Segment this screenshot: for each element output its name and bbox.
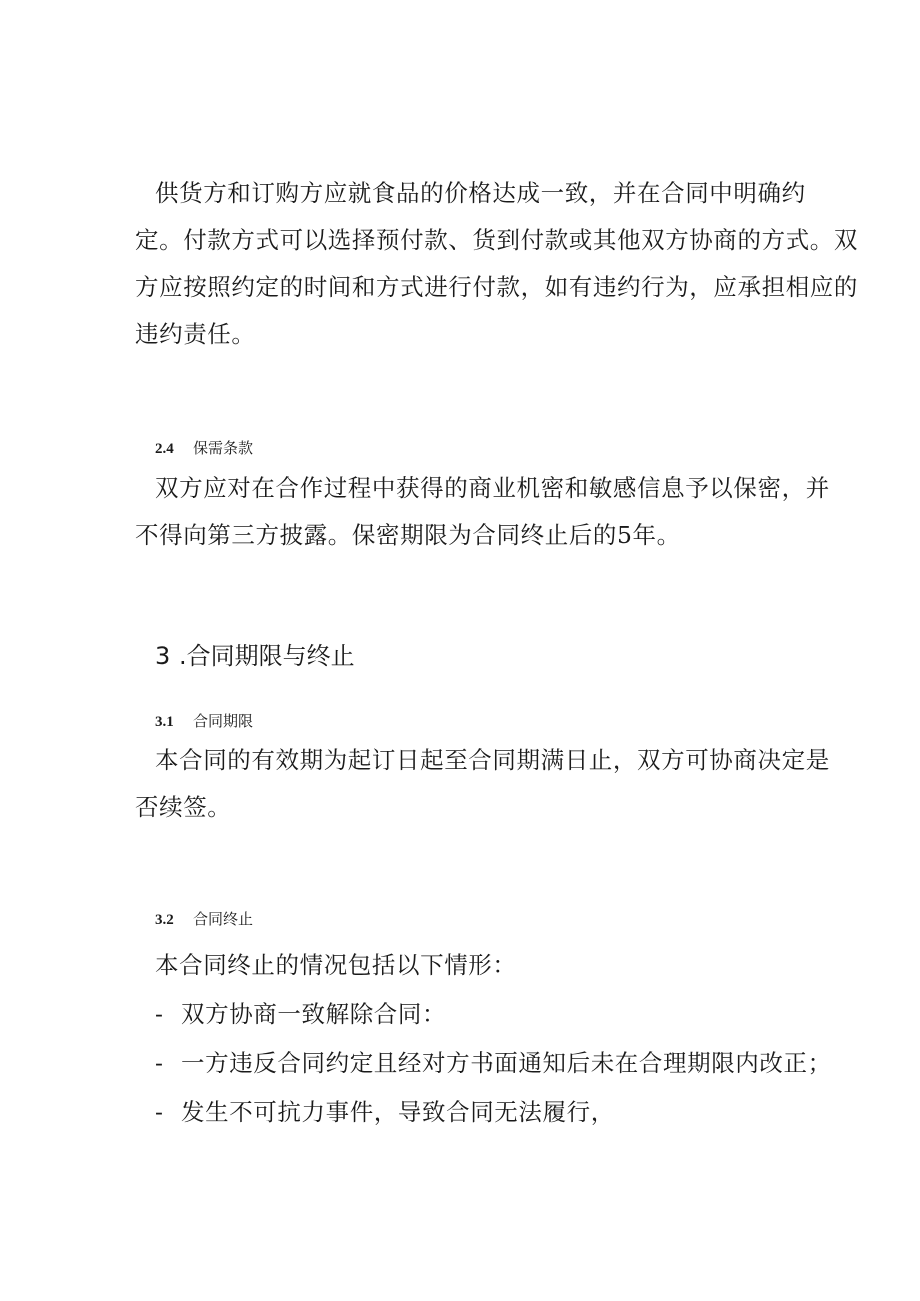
list-dash: - <box>155 1000 164 1028</box>
section-heading-3 <box>155 636 355 671</box>
list-dash: - <box>155 1049 164 1077</box>
section-title: 合同期限 <box>193 712 254 730</box>
paragraph-line: 不得向第三方披露。保密期限为合同终止后的5年。 <box>135 521 681 549</box>
section-title: 保需条款 <box>193 439 254 457</box>
section-number: 3.1 <box>155 714 174 730</box>
section-title: .合同期限与终止 <box>179 642 355 670</box>
section-title: 合同终止 <box>193 910 254 928</box>
list-item-text: 发生不可抗力事件，导致合同无法履行， <box>181 1098 615 1126</box>
list-dash: - <box>155 1098 164 1126</box>
paragraph-line: 双方应对在合作过程中获得的商业机密和敏感信息予以保密，并 <box>155 474 830 502</box>
section-number: 3.2 <box>155 912 174 928</box>
paragraph-contract-term <box>135 737 830 831</box>
list-item-text: 双方协商一致解除合同： <box>181 1000 447 1028</box>
paragraph-line: 否续签。 <box>135 793 232 821</box>
section-number: 2.4 <box>155 441 174 457</box>
paragraph-line: 本合同的有效期为起订日起至合同期满日止，双方可协商决定是 <box>155 746 830 774</box>
section-number: 3 <box>155 642 171 670</box>
paragraph-line: 定。付款方式可以选择预付款、货到付款或其他双方协商的方式。双 <box>135 226 858 254</box>
list-item-text: 一方违反合同约定且经对方书面通知后未在合理期限内改正； <box>181 1049 832 1077</box>
paragraph-payment-terms <box>135 170 858 358</box>
intro-text: 本合同终止的情况包括以下情形： <box>155 951 517 979</box>
paragraph-line: 违约责任。 <box>135 320 256 348</box>
list-item <box>155 1093 615 1127</box>
list-item <box>155 995 446 1029</box>
paragraph-line: 供货方和订购方应就食品的价格达成一致，并在合同中明确约 <box>155 179 806 207</box>
section-heading-2-4 <box>155 437 253 458</box>
section-heading-3-2 <box>155 908 253 929</box>
section-heading-3-1 <box>155 710 253 731</box>
list-item <box>155 1044 832 1078</box>
paragraph-confidentiality <box>135 465 830 559</box>
paragraph-line: 方应按照约定的时间和方式进行付款，如有违约行为，应承担相应的 <box>135 273 858 301</box>
termination-intro <box>155 946 517 980</box>
